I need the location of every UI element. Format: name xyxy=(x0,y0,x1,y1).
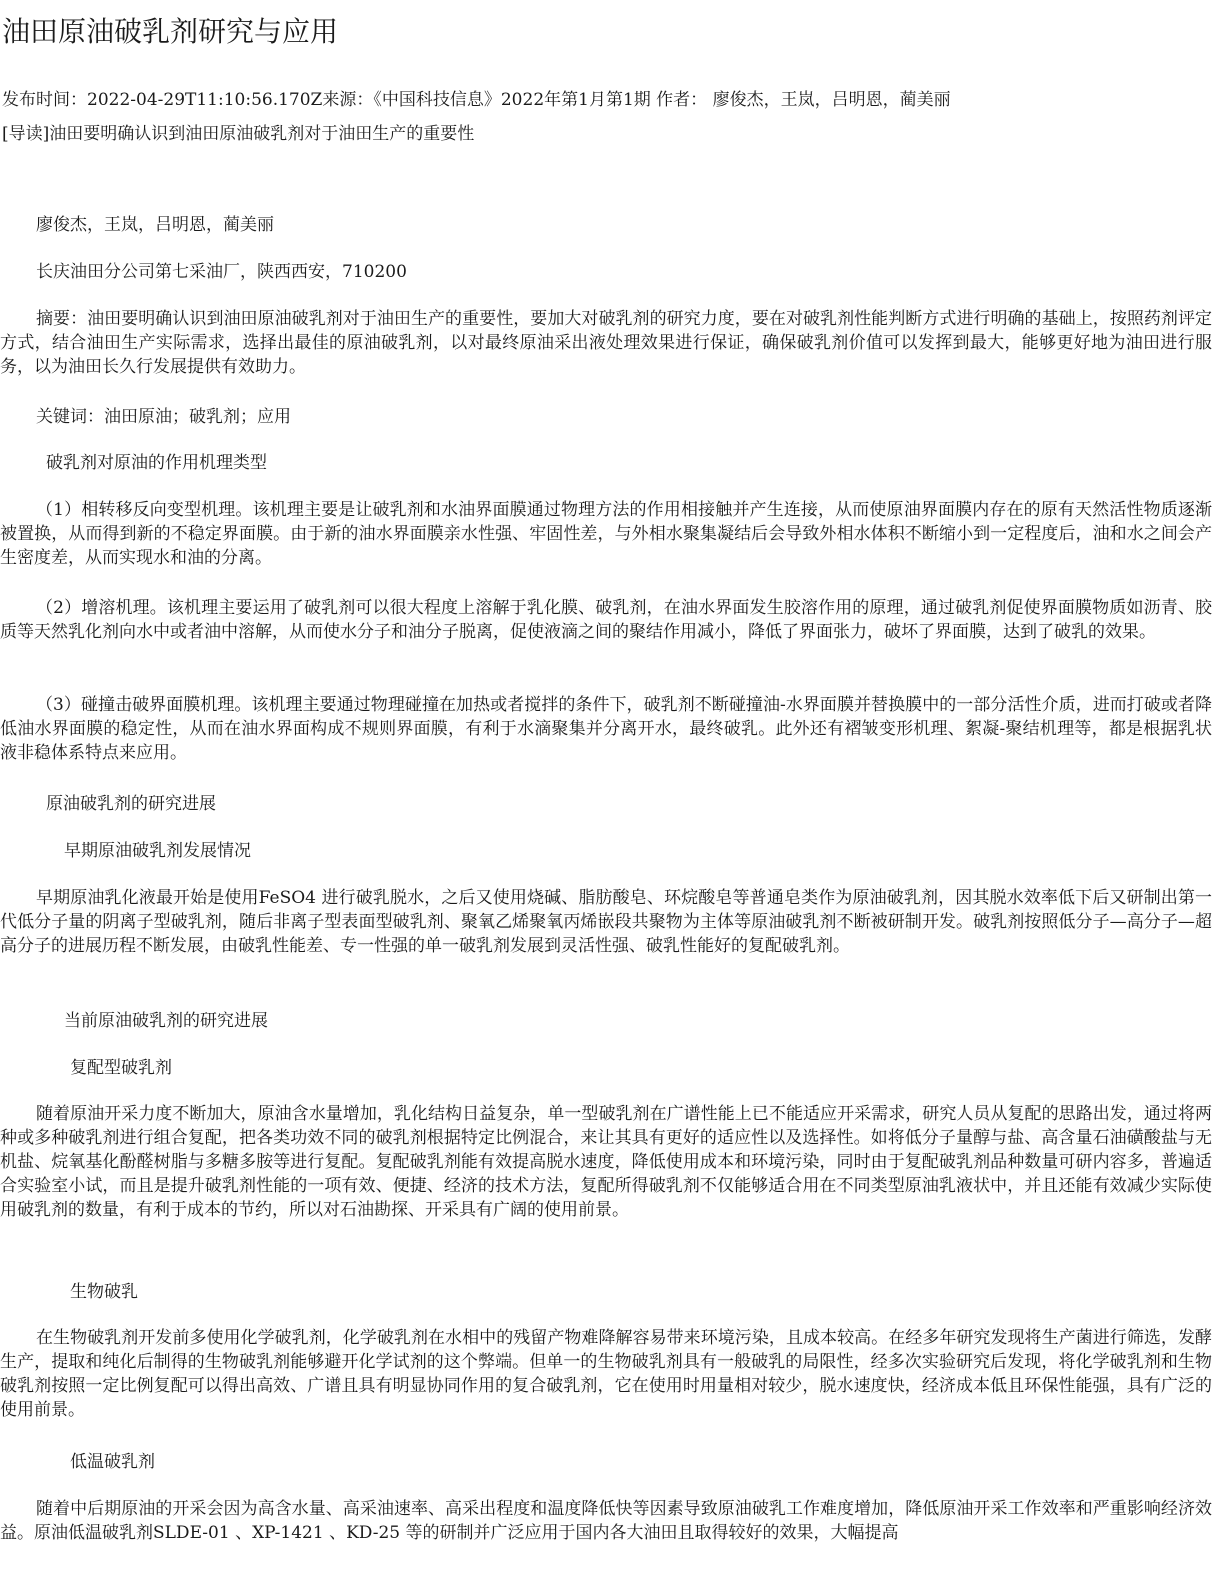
author-line: 廖俊杰，王岚，吕明恩，蔺美丽 xyxy=(36,215,274,235)
article-title: 油田原油破乳剂研究与应用 xyxy=(2,15,339,48)
keywords-line: 关键词：油田原油；破乳剂；应用 xyxy=(36,407,291,427)
article-guide: [导读]油田要明确认识到油田原油破乳剂对于油田生产的重要性 xyxy=(2,124,475,144)
lowtemp-paragraph: 随着中后期原油的开采会因为高含水量、高采油速率、高采出程度和温度降低快等因素导致原油破乳工作难度增加，降低原油开采工作效率和严重影响经济效益。原油低温破乳剂SLDE-01 、XP-1421 、KD-25 等的研制并广泛应用于国内各大油田且取得较好的效果，大幅提高 xyxy=(0,1499,1212,1543)
affiliation-line: 长庆油田分公司第七采油厂，陕西西安，710200 xyxy=(36,262,407,282)
mechanism-paragraph-3: （3）碰撞击破界面膜机理。该机理主要通过物理碰撞在加热或者搅拌的条件下，破乳剂不断碰撞油-水界面膜并替换膜中的一部分活性介质，进而打破或者降低油水界面膜的稳定性，从而在油水界面构成不规则界面膜，有利于水滴聚集并分离开水，最终破乳。此外还有褶皱变形机理、絮凝-聚结机理等，都是根据乳状液非稳体系特点来应用。 xyxy=(0,695,1212,763)
mechanism-paragraph-2: （2）增溶机理。该机理主要运用了破乳剂可以很大程度上溶解于乳化膜、破乳剂，在油水界面发生胶溶作用的原理，通过破乳剂促使界面膜物质如沥青、胶质等天然乳化剂向水中或者油中溶解，从而使水分子和油分子脱离，促使液滴之间的聚结作用减小，降低了界面张力，破坏了界面膜，达到了破乳的效果。 xyxy=(0,598,1212,642)
compound-paragraph: 随着原油开采力度不断加大，原油含水量增加，乳化结构日益复杂，单一型破乳剂在广谱性能上已不能适应开采需求，研究人员从复配的思路出发，通过将两种或多种破乳剂进行组合复配，把各类功效不同的破乳剂根据特定比例混合，来让其具有更好的适应性以及选择性。如将低分子量醇与盐、高含量石油磺酸盐与无机盐、烷氧基化酚醛树脂与多糖多胺等进行复配。复配破乳剂能有效提高脱水速度，降低使用成本和环境污染，同时由于复配破乳剂品种数量可研内容多，普遍适合实验室小试，而且是提升破乳剂性能的一项有效、便捷、经济的技术方法，复配所得破乳剂不仅能够适合用在不同类型原油乳液状中，并且还能有效减少实际使用破乳剂的数量，有利于成本的节约，所以对石油勘探、开采具有广阔的使用前景。 xyxy=(0,1104,1212,1220)
section-heading-mechanism: 破乳剂对原油的作用机理类型 xyxy=(46,453,267,473)
mechanism-paragraph-1: （1）相转移反向变型机理。该机理主要是让破乳剂和水油界面膜通过物理方法的作用相接触并产生连接，从而使原油界面膜内存在的原有天然活性物质逐渐被置换，从而得到新的不稳定界面膜。由于新的油水界面膜亲水性强、牢固性差，与外相水聚集凝结后会导致外相水体积不断缩小到一定程度后，油和水之间会产生密度差，从而实现水和油的分离。 xyxy=(0,500,1212,568)
subsection-heading-current: 当前原油破乳剂的研究进展 xyxy=(64,1011,268,1031)
subsection-heading-lowtemp: 低温破乳剂 xyxy=(70,1452,155,1472)
early-paragraph: 早期原油乳化液最开始是使用FeSO4 进行破乳脱水，之后又使用烧碱、脂肪酸皂、环烷酸皂等普通皂类作为原油破乳剂，因其脱水效率低下后又研制出第一代低分子量的阴离子型破乳剂，随后非离子型表面型破乳剂、聚氧乙烯聚氧丙烯嵌段共聚物为主体等原油破乳剂不断被研制开发。破乳剂按照低分子—高分子—超高分子的进展历程不断发展，由破乳性能差、专一性强的单一破乳剂发展到灵活性强、破乳性能好的复配破乳剂。 xyxy=(0,888,1212,956)
section-heading-progress: 原油破乳剂的研究进展 xyxy=(46,794,216,814)
subsection-heading-compound: 复配型破乳剂 xyxy=(70,1058,172,1078)
subsection-heading-early: 早期原油破乳剂发展情况 xyxy=(64,841,251,861)
article-meta: 发布时间：2022-04-29T11:10:56.170Z来源：《中国科技信息》2022年第1月第1期 作者： 廖俊杰，王岚，吕明恩，蔺美丽 xyxy=(2,90,951,110)
subsection-heading-bio: 生物破乳 xyxy=(70,1282,138,1302)
abstract-paragraph: 摘要：油田要明确认识到油田原油破乳剂对于油田生产的重要性，要加大对破乳剂的研究力度，要在对破乳剂性能判断方式进行明确的基础上，按照药剂评定方式，结合油田生产实际需求，选择出最佳的原油破乳剂，以对最终原油采出液处理效果进行保证，确保破乳剂价值可以发挥到最大，能够更好地为油田进行服务，以为油田长久行发展提供有效助力。 xyxy=(0,309,1212,377)
bio-paragraph: 在生物破乳剂开发前多使用化学破乳剂，化学破乳剂在水相中的残留产物难降解容易带来环境污染，且成本较高。在经多年研究发现将生产菌进行筛选，发酵生产，提取和纯化后制得的生物破乳剂能够避开化学试剂的这个弊端。但单一的生物破乳剂具有一般破乳的局限性，经多次实验研究后发现，将化学破乳剂和生物破乳剂按照一定比例复配可以得出高效、广谱且具有明显协同作用的复合破乳剂，它在使用时用量相对较少，脱水速度快，经济成本低且环保性能强，具有广泛的使用前景。 xyxy=(0,1328,1212,1420)
